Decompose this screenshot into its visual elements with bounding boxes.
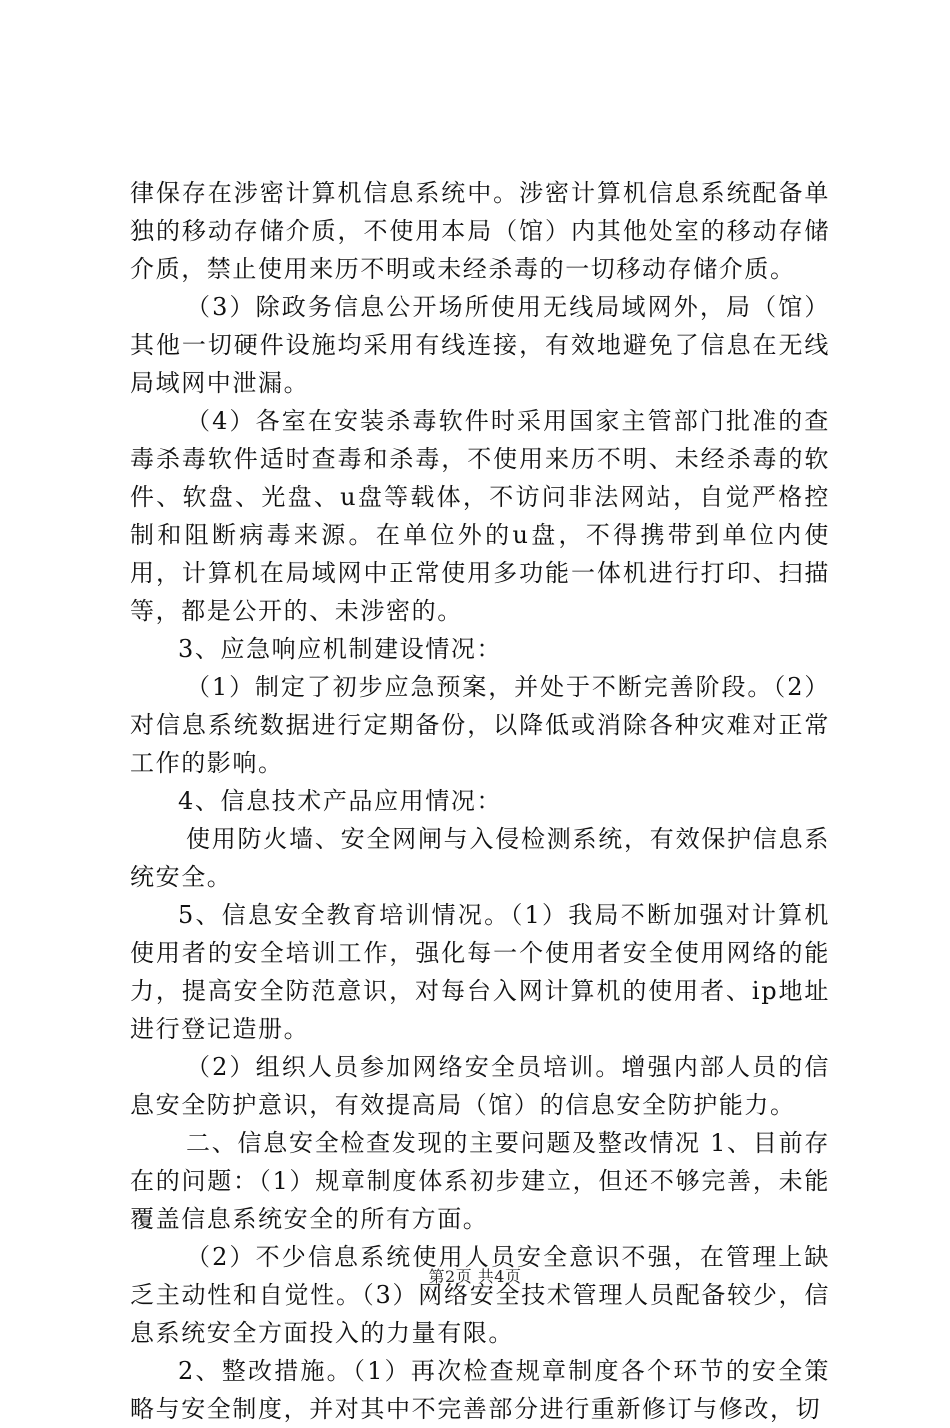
section-heading-it-products: 4、信息技术产品应用情况： [178, 787, 503, 815]
paragraph-item-3: （3）除政务信息公开场所使用无线局域网外，局（馆）其他一切硬件设施均采用有线连接，有效地避免了信息在无线局域网中泄漏。 [130, 293, 830, 397]
paragraph-emergency-response: （1）制定了初步应急预案，并处于不断完善阶段。（2）对信息系统数据进行定期备份，以降低或消除各种灾难对正常工作的影响。 [130, 673, 830, 777]
paragraph-rectification: 2、整改措施。（1）再次检查规章制度各个环节的安全策略与安全制度，并对其中不完善部分进行重新修订与修改，切 [130, 1357, 830, 1423]
paragraph-it-products: 使用防火墙、安全网闸与入侵检测系统，有效保护信息系统安全。 [130, 825, 830, 891]
paragraph-training: 5、信息安全教育培训情况。（1）我局不断加强对计算机使用者的安全培训工作，强化每一个使用者安全使用网络的能力，提高安全防范意识，对每台入网计算机的使用者、ip地址进行登记造册。 [130, 901, 830, 1043]
section-heading-problems: 二、信息安全检查发现的主要问题及整改情况 1、目前存在的问题：（1）规章制度体系初步建立，但还不够完善，未能覆盖信息系统安全的所有方面。 [130, 1129, 830, 1233]
document-body [130, 174, 830, 1428]
paragraph-problems-2: （2）不少信息系统使用人员安全意识不强，在管理上缺乏主动性和自觉性。（3）网络安全技术管理人员配备较少，信息系统安全方面投入的力量有限。 [130, 1243, 830, 1347]
paragraph-item-4: （4）各室在安装杀毒软件时采用国家主管部门批准的查毒杀毒软件适时查毒和杀毒，不使用来历不明、未经杀毒的软件、软盘、光盘、u盘等载体，不访问非法网站，自觉严格控制和阻断病毒来源。在单位外的u盘，不得携带到单位内使用，计算机在局域网中正常使用多功能一体机进行打印、扫描等，都是公开的、未涉密的。 [130, 407, 830, 625]
page-number-footer: 第2页 共4页 [428, 1267, 522, 1286]
section-heading-emergency-response: 3、应急响应机制建设情况： [178, 635, 503, 663]
paragraph-training-2: （2）组织人员参加网络安全员培训。增强内部人员的信息安全防护意识，有效提高局（馆）的信息安全防护能力。 [130, 1053, 830, 1119]
paragraph-continued: 律保存在涉密计算机信息系统中。涉密计算机信息系统配备单独的移动存储介质，不使用本局（馆）内其他处室的移动存储介质，禁止使用来历不明或未经杀毒的一切移动存储介质。 [130, 179, 830, 283]
